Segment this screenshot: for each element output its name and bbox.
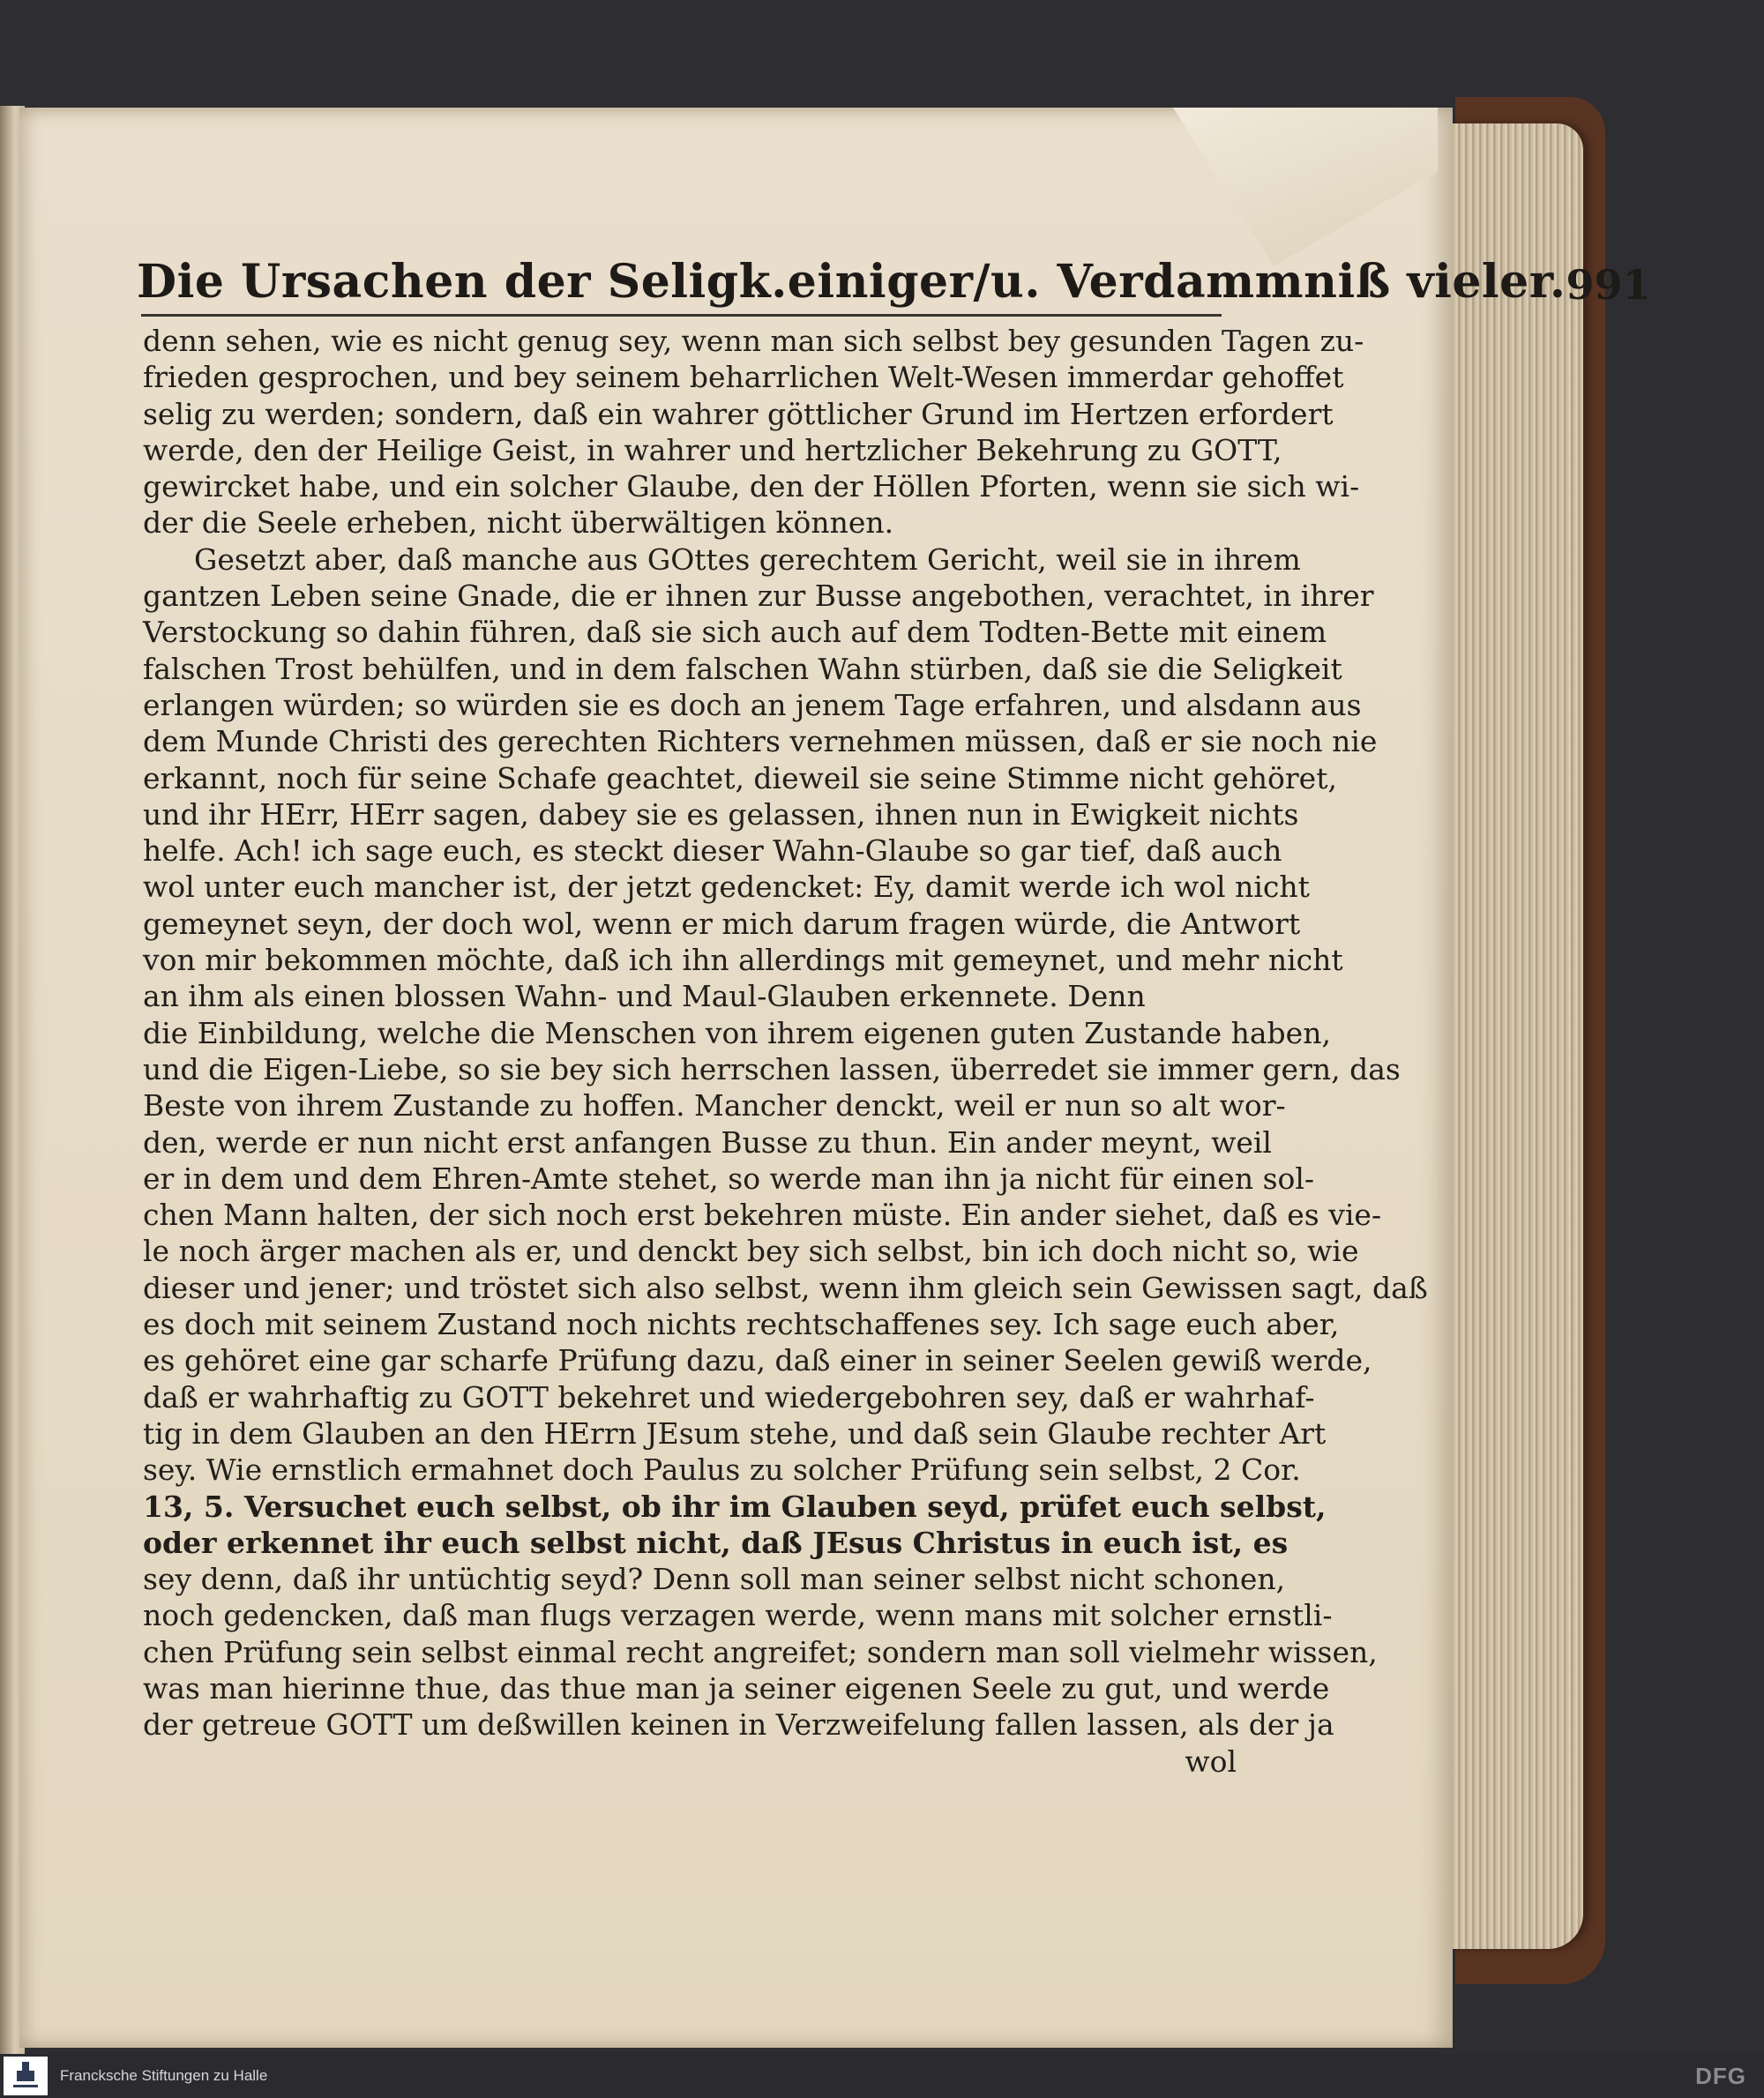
running-title: Die Ursachen der Seligk.einiger/u. Verdammniß vieler. bbox=[137, 255, 1566, 309]
text-line: es gehöret eine gar scharfe Prüfung dazu, daß einer in seiner Seelen gewiß werde, bbox=[143, 1343, 1372, 1378]
text-line: sey. Wie ernstlich ermahnet doch Paulus zu solcher Prüfung sein selbst, 2 Cor. bbox=[143, 1452, 1301, 1488]
text-line: noch gedencken, daß man flugs verzagen werde, wenn mans mit solcher ernstli- bbox=[143, 1598, 1333, 1633]
text-line: dieser und jener; und tröstet sich also selbst, wenn ihm gleich sein Gewissen sagt, daß bbox=[143, 1270, 1428, 1305]
institution-name: Francksche Stiftungen zu Halle bbox=[60, 2067, 268, 2084]
text-line: gemeynet seyn, der doch wol, wenn er mich darum fragen würde, die Antwort bbox=[143, 906, 1301, 941]
text-line: erlangen würden; so würden sie es doch an jenem Tage erfahren, und alsdann aus bbox=[143, 687, 1362, 722]
dfg-logo[interactable]: DFG bbox=[1695, 2062, 1746, 2089]
page-number: 991 bbox=[1566, 261, 1651, 309]
text-line: was man hierinne thue, das thue man ja seiner eigenen Seele zu gut, und werde bbox=[143, 1670, 1330, 1706]
text-line: dem Munde Christi des gerechten Richters vernehmen müssen, daß er sie noch nie bbox=[143, 724, 1378, 759]
text-line: falschen Trost behülfen, und in dem falschen Wahn stürben, daß sie die Seligkeit bbox=[143, 651, 1342, 686]
text-line: er in dem und dem Ehren-Amte stehet, so werde man ihn ja nicht für einen sol- bbox=[143, 1161, 1315, 1196]
institution-logo[interactable] bbox=[4, 2057, 48, 2095]
text-line: von mir bekommen möchte, daß ich ihn allerdings mit gemeynet, und mehr nicht bbox=[143, 943, 1343, 978]
text-line: und die Eigen-Liebe, so sie bey sich herrschen lassen, überredet sie immer gern, das bbox=[143, 1051, 1401, 1086]
text-line: Beste von ihrem Zustande zu hoffen. Mancher denckt, weil er nun so alt wor- bbox=[143, 1088, 1286, 1124]
text-line: werde, den der Heilige Geist, in wahrer und hertzlicher Bekehrung zu GOTT, bbox=[143, 432, 1282, 467]
text-line: sey denn, daß ihr untüchtig seyd? Denn soll man seiner selbst nicht schonen, bbox=[143, 1562, 1286, 1597]
text-line: der getreue GOTT um deßwillen keinen in Verzweifelung fallen lassen, als der ja bbox=[143, 1707, 1334, 1743]
text-line: gewircket habe, und ein solcher Glaube, den der Höllen Pforten, wenn sie sich wi- bbox=[143, 469, 1360, 504]
text-line: der die Seele erheben, nicht überwältigen können. bbox=[143, 505, 894, 541]
text-line: Gesetzt aber, daß manche aus GOttes gerechtem Gericht, weil sie in ihrem bbox=[194, 541, 1301, 577]
scripture-quote-line: oder erkennet ihr euch selbst nicht, daß JEsus Christus in euch ist, es bbox=[143, 1525, 1289, 1560]
header-rule bbox=[141, 314, 1222, 317]
text-line: und ihr HErr, HErr sagen, dabey sie es gelassen, ihnen nun in Ewigkeit nichts bbox=[143, 796, 1299, 832]
text-line: chen Prüfung sein selbst einmal recht angreifet; sondern man soll vielmehr wissen, bbox=[143, 1634, 1378, 1669]
text-line: erkannt, noch für seine Schafe geachtet, dieweil sie seine Stimme nicht gehöret, bbox=[143, 760, 1337, 795]
text-line: daß er wahrhaftig zu GOTT bekehret und wiedergebohren sey, daß er wahrhaf- bbox=[143, 1379, 1315, 1415]
viewer-footer bbox=[0, 2054, 1764, 2098]
text-line: die Einbildung, welche die Menschen von ihrem eigenen guten Zustande haben, bbox=[143, 1015, 1331, 1050]
body-text bbox=[143, 323, 1428, 1780]
text-line: an ihm als einen blossen Wahn- und Maul-Glauben erkennete. Denn bbox=[143, 979, 1146, 1014]
scripture-quote-line: 13, 5. Versuchet euch selbst, ob ihr im Glauben seyd, prüfet euch selbst, bbox=[143, 1489, 1327, 1524]
catchword: wol bbox=[1185, 1743, 1237, 1779]
text-line: helfe. Ach! ich sage euch, es steckt dieser Wahn-Glaube so gar tief, daß auch bbox=[143, 833, 1282, 869]
institution-logo-icon bbox=[8, 2058, 43, 2094]
text-line: frieden gesprochen, und bey seinem beharrlichen Welt-Wesen immerdar gehoffet bbox=[143, 360, 1344, 395]
footer-left bbox=[0, 2057, 267, 2095]
text-line: chen Mann halten, der sich noch erst bekehren müste. Ein ander siehet, daß es vie- bbox=[143, 1198, 1382, 1233]
running-head bbox=[137, 238, 1651, 309]
text-line: denn sehen, wie es nicht genug sey, wenn man sich selbst bey gesunden Tagen zu- bbox=[143, 324, 1364, 358]
text-line: le noch ärger machen als er, und denckt bey sich selbst, bin ich doch nicht so, wie bbox=[143, 1234, 1359, 1269]
text-line: Verstockung so dahin führen, daß sie sich auch auf dem Todten-Bette mit einem bbox=[143, 615, 1327, 650]
text-line: gantzen Leben seine Gnade, die er ihnen zur Busse angebothen, verachtet, in ihrer bbox=[143, 579, 1374, 614]
page-edges bbox=[1433, 123, 1583, 1949]
text-line: tig in dem Glauben an den HErrn JEsum stehe, und daß sein Glaube rechter Art bbox=[143, 1415, 1327, 1451]
text-line: den, werde er nun nicht erst anfangen Busse zu thun. Ein ander meynt, weil bbox=[143, 1124, 1272, 1160]
text-line: wol unter euch mancher ist, der jetzt gedencket: Ey, damit werde ich wol nicht bbox=[143, 870, 1310, 905]
text-line: es doch mit seinem Zustand noch nichts rechtschaffenes sey. Ich sage euch aber, bbox=[143, 1307, 1340, 1342]
text-line: selig zu werden; sondern, daß ein wahrer göttlicher Grund im Hertzen erfordert bbox=[143, 396, 1334, 431]
